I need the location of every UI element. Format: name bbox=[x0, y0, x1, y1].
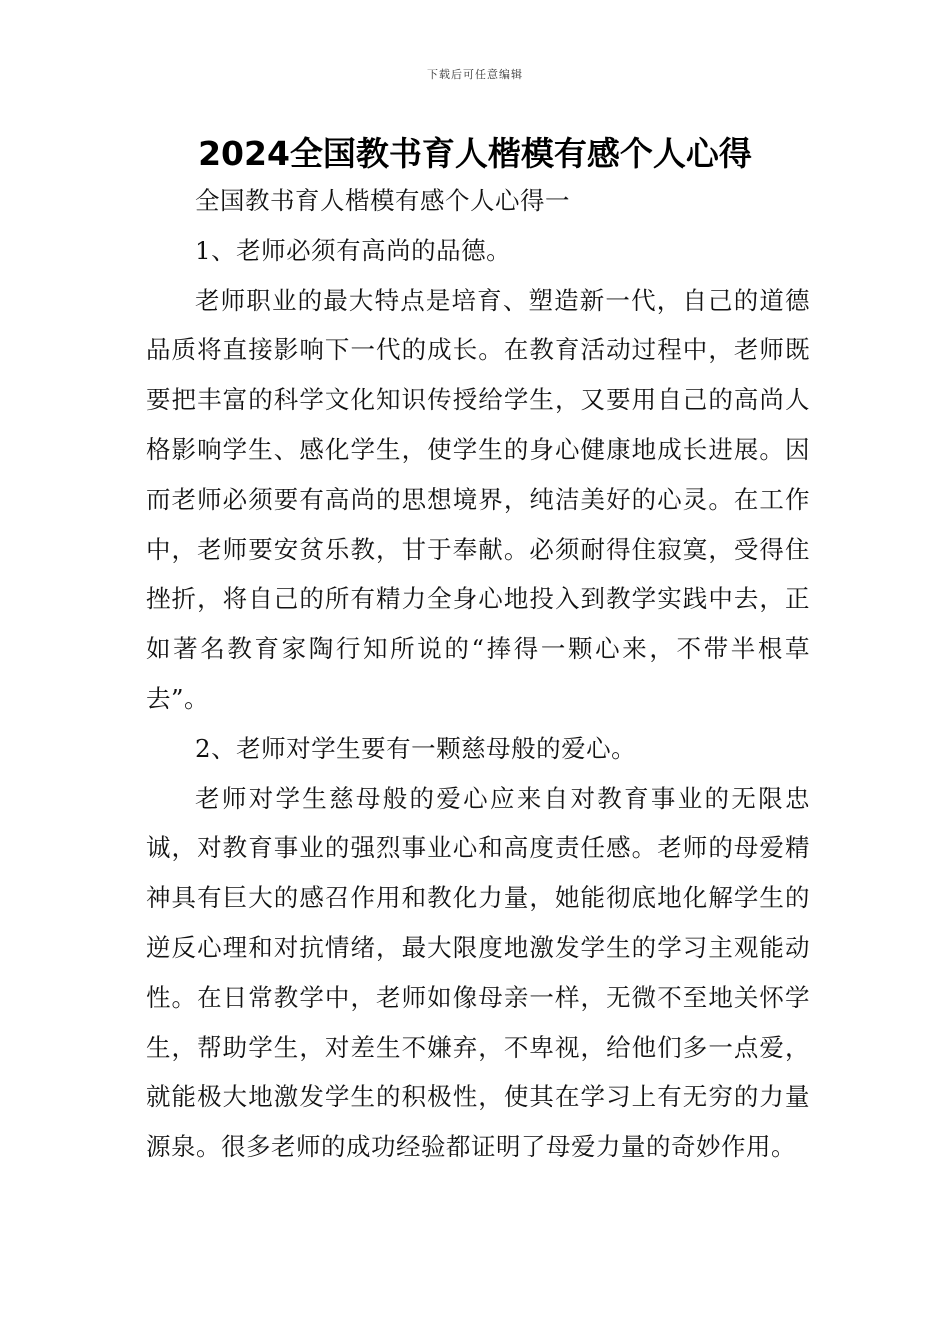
page-header-note: 下载后可任意编辑 bbox=[427, 68, 523, 81]
point-heading-1: 1、老师必须有高尚的品德。 bbox=[195, 235, 512, 265]
section-subtitle: 全国教书育人楷模有感个人心得一 bbox=[195, 186, 570, 215]
document-body bbox=[146, 176, 810, 1172]
body-paragraph-1: 老师职业的最大特点是培育、塑造新一代，自己的道德品质将直接影响下一代的成长。在教育活动过程中，老师既要把丰富的科学文化知识传授给学生，又要用自己的高尚人格影响学生、感化学生，使学生的身心健康地成长进展。因而老师必须要有高尚的思想境界，纯洁美好的心灵。在工作中，老师要安贫乐教，甘于奉献。必须耐得住寂寞，受得住挫折，将自己的所有精力全身心地投入到教学实践中去，正如著名教育家陶行知所说的“捧得一颗心来，不带半根草去”。 bbox=[146, 285, 810, 713]
point-heading-2: 2、老师对学生要有一颗慈母般的爱心。 bbox=[195, 733, 637, 763]
document-title: 2024全国教书育人楷模有感个人心得 bbox=[198, 134, 752, 173]
body-paragraph-2: 老师对学生慈母般的爱心应来自对教育事业的无限忠诚，对教育事业的强烈事业心和高度责任感。老师的母爱精神具有巨大的感召作用和教化力量，她能彻底地化解学生的逆反心理和对抗情绪，最大限度地激发学生的学习主观能动性。在日常教学中，老师如像母亲一样，无微不至地关怀学生，帮助学生，对差生不嫌弃，不卑视，给他们多一点爱，就能极大地激发学生的积极性，使其在学习上有无穷的力量源泉。很多老师的成功经验都证明了母爱力量的奇妙作用。 bbox=[146, 783, 810, 1162]
